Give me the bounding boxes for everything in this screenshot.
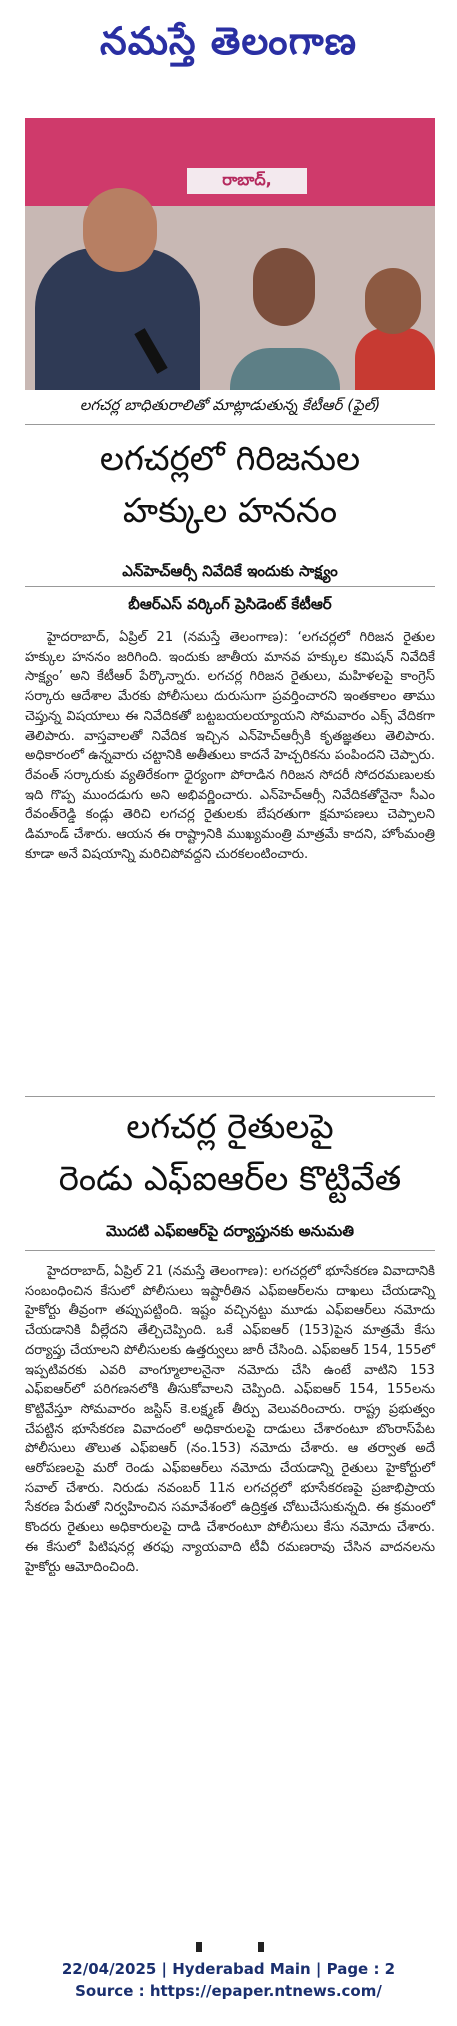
article1-subhead-2: బీఆర్‌ఎస్ వర్కింగ్ ప్రెసిడెంట్ కేటీఆర్ [128, 595, 332, 613]
article1-headline-line1: లగచర్లలో గిరిజనుల [99, 439, 361, 479]
person-elderly-woman [355, 328, 435, 390]
masthead [0, 0, 457, 92]
person-woman-head [253, 248, 315, 326]
article2-body [25, 1262, 435, 1577]
article1-headline-line2: హక్కుల హననం [122, 491, 338, 531]
footer-source: Source : https://epaper.ntnews.com/ [75, 1982, 382, 2000]
article2-headline-line2: రెండు ఎఫ్‌ఐఆర్‌ల కొట్టివేత [58, 1159, 402, 1199]
continuation-mark [196, 1942, 202, 1952]
person-ktr-head [83, 188, 157, 272]
divider [25, 586, 435, 587]
person-elderly-woman-head [365, 268, 421, 334]
continuation-mark [258, 1942, 264, 1952]
divider [25, 1096, 435, 1097]
article2-body-text: హైదరాబాద్, ఏప్రిల్ 21 (నమస్తే తెలంగాణ): లగచర్లలో భూసేకరణ వివాదానికి సంబంధించిన కేసులో పోలీసులు ఇష్టారీతిన ఎఫ్‌ఐఆర్‌లను దాఖలు చేయడాన్ని హైకోర్టు తీవ్రంగా తప్పుపట్టింది. ఇష్టం వచ్చినట్టు మూడు ఎఫ్‌ఐఆర్‌లు నమోదు చేయడానికి వీల్లేదని తేల్చిచెప్పింది. ఒకే ఎఫ్‌ఐఆర్ (153)పైన మాత్రమే కేసు దర్యాప్తు చేయాలని పోలీసులకు ఉత్తర్వులు జారీ చేసింది. ఎఫ్‌ఐఆర్ 154, 155లో ఇప్పటివరకు ఎవరి వాంగ్మూలాలనైనా నమోదు చేసి ఉంటే వాటిని 153 ఎఫ్‌ఐఆర్‌లో పరిగణనలోకి తీసుకోవాలని చెప్పింది. ఎఫ్‌ఐఆర్ 154, 155లను కొట్టివేస్తూ సోమవారం జస్టిస్ కె.లక్ష్మణ్ తీర్పు వెలువరించారు. రాష్ట్ర ప్రభుత్వం చేపట్టిన భూసేకరణ వివాదంలో అధికారులపై దాడులు చేశారంటూ బొంరాస్‌పేట పోలీసులు తొలుత ఎఫ్‌ఐఆర్ (నం.153) నమోదు చేశారు. ఆ తర్వాత అదే ఆరోపణలపై మరో రెండు ఎఫ్‌ఐఆర్‌లు నమోదు చేయడాన్ని రైతులు హైకోర్టులో సవాల్ చేశారు. నిరుడు నవంబర్ 11న లగచర్లలో భూసేకరణపై ప్రజాభిప్రాయ సేకరణ పేరుతో నిర్వహించిన సమావేశంలో ఉద్రిక్తత చోటుచేసుకున్నది. ఈ క్రమంలో కొందరు రైతులు అధికారులపై దాడి చేశారంటూ పోలీసులు కేసు నమోదు చేశారు. ఈ కేసులో పిటిషనర్ల తరఫు న్యాయవాది టీవీ రమణరావు చేసిన వాదనలను హైకోర్టు ఆమోదించింది. [25, 1264, 435, 1575]
article1-body [25, 628, 435, 864]
article2-subhead: మొదటి ఎఫ్‌ఐఆర్‌పై దర్యాప్తునకు అనుమతి [105, 1222, 355, 1240]
masthead-title: నమస్తే తెలంగాణ [100, 19, 357, 63]
divider [25, 424, 435, 425]
article2-headline-line1: లగచర్ల రైతులపై [126, 1107, 334, 1147]
news-photo [25, 118, 435, 390]
article1-subhead-1: ఎన్‌హెచ్‌ఆర్సీ నివేదికే ఇందుకు సాక్ష్యం [122, 562, 338, 580]
photo-caption: లగచర్ల బాధితురాలితో మాట్లాడుతున్న కేటీఆర్ (ఫైల్) [79, 396, 381, 414]
banner-text: రాబాద్, [187, 168, 307, 194]
footer-edition: 22/04/2025 | Hyderabad Main | Page : 2 [61, 1960, 396, 1978]
divider [25, 1250, 435, 1251]
article1-body-text: హైదరాబాద్, ఏప్రిల్ 21 (నమస్తే తెలంగాణ): ‘లగచర్లలో గిరిజన రైతుల హక్కుల హననం జరిగింది. ఇందుకు జాతీయ మానవ హక్కుల కమిషన్ నివేదికే సాక్ష్యం’ అని కేటీఆర్ పేర్కొన్నారు. లగచర్ల గిరిజన రైతులు, మహిళలపై కాంగ్రెస్ సర్కారు ఆదేశాల మేరకు పోలీసులు దురుసుగా ప్రవర్తించారని ఇంతకాలం తాము చెప్తున్న విషయాలు ఈ నివేదికతో బట్టబయలయ్యాయని సోమవారం ఎక్స్ వేదికగా తెలిపారు. వాస్తవాలతో నివేదిక ఇచ్చిన ఎన్‌హెచ్‌ఆర్సీకి కృతజ్ఞతలు తెలిపారు. అధికారంలో ఉన్నవారు చట్టానికి అతీతులు కాదనే హెచ్చరికను పంపిందని చెప్పారు. రేవంత్ సర్కారుకు వ్యతిరేకంగా ధైర్యంగా పోరాడిన గిరిజన సోదరీ సోదరమణులకు ఇది గొప్ప ముందడుగు అని అభివర్ణించారు. ఎన్‌హెచ్‌ఆర్సీ నివేదికతోనైనా సీఎం రేవంత్‌రెడ్డి కండ్లు తెరిచి లగచర్ల రైతులకు బేషరతుగా క్షమాపణలు చెప్పాలని డిమాండ్ చేశారు. ఆయన ఈ రాష్ట్రానికి ముఖ్యమంత్రి మాత్రమే కాదని, హోంమంత్రి కూడా అనే విషయాన్ని మరిచిపోవద్దని చురకలంటించారు. [25, 630, 435, 862]
person-woman [230, 348, 340, 390]
